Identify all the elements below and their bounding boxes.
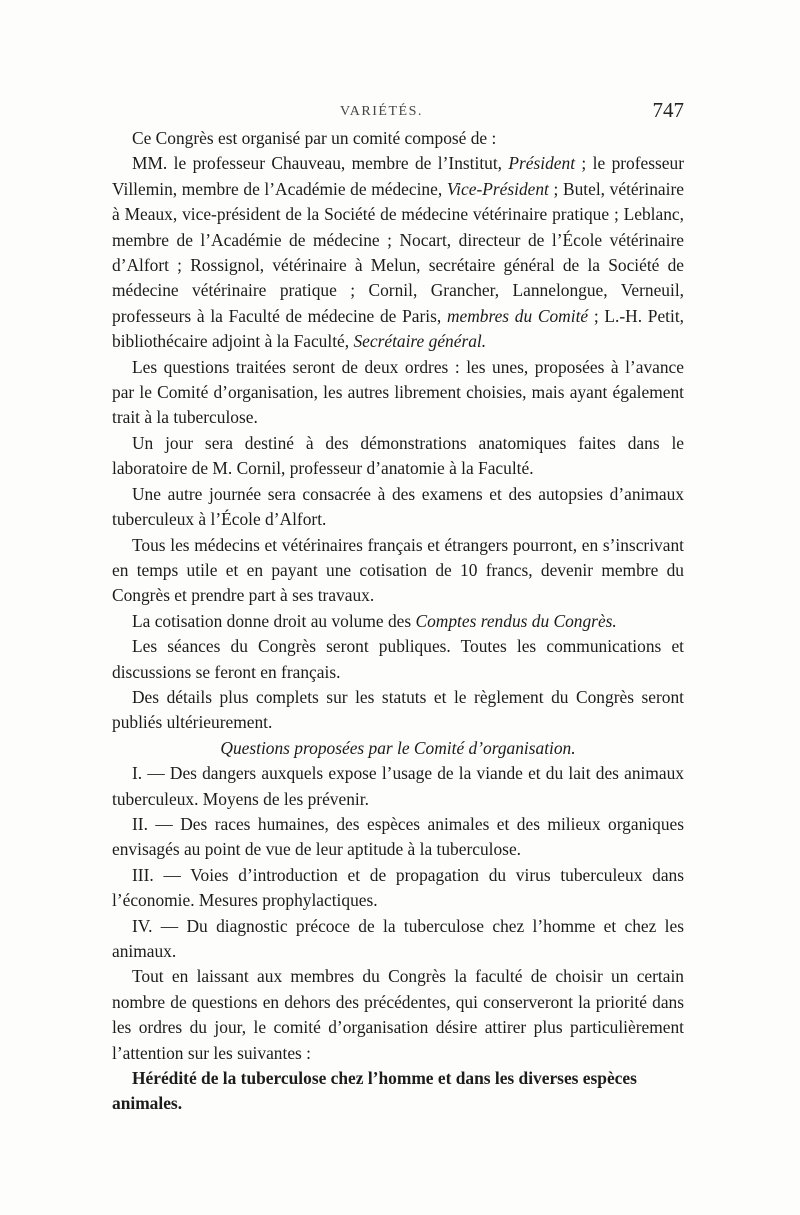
paragraph-membership: Tous les médecins et vétérinaires français et étrangers pourront, en s’inscrivant en temps utile et en payant une cotisation de 10 francs, devenir membre du Congrès et prendre part à ses travaux. bbox=[112, 534, 684, 606]
title-president: Président bbox=[508, 153, 576, 174]
question-1: I. — Des dangers auxquels expose l’usage de la viande et du lait des animaux tuberculeux. Moyens de les prévenir. bbox=[112, 763, 684, 809]
committee-text-1: MM. le professeur Chauveau, membre de l’Institut, bbox=[132, 153, 509, 174]
page-header bbox=[112, 98, 684, 128]
paragraph-fee bbox=[112, 609, 684, 634]
fee-text: La cotisation donne droit au volume des bbox=[132, 610, 416, 631]
paragraph-details: Des détails plus complets sur les statuts et le règlement du Congrès seront publiés ultérieurement. bbox=[112, 686, 684, 733]
page-number: 747 bbox=[652, 98, 684, 122]
paragraph-committee bbox=[112, 151, 684, 354]
title-committee-members: membres du Comité bbox=[446, 305, 589, 326]
question-4: IV. — Du diagnostic précoce de la tuberculose chez l’homme et chez les animaux. bbox=[112, 915, 684, 961]
committee-text-2: ; le professeur Villemin, membre de l’Académie de médecine, bbox=[112, 153, 685, 199]
title-secretary-general: Secrétaire général. bbox=[353, 331, 487, 352]
page-body bbox=[112, 126, 684, 1117]
title-comptes-rendus: Comptes rendus du Congrès. bbox=[415, 610, 617, 631]
paragraph-intro: Ce Congrès est organisé par un comité composé de : bbox=[132, 128, 497, 148]
committee-text-3: ; Butel, vétérinaire à Meaux, vice-président de la Société de médecine vétérinaire pratique ; Leblanc, membre de l’Académie de médecine ; Nocart, directeur de l’École vétérinaire d’Alfort ; Rossignol, vétérinaire à Melun, secrétaire général de la Société de médecine vétérinaire pratique ; Cornil, Grancher, Lannelongue, Verneuil, professeurs à la Faculté de médecine de Paris, bbox=[112, 178, 684, 326]
question-2: II. — Des races humaines, des espèces animales et des milieux organiques envisagés au point de vue de leur aptitude à la tuberculose. bbox=[112, 813, 684, 860]
paragraph-sessions: Les séances du Congrès seront publiques. Toutes les communications et discussions se feront en français. bbox=[112, 636, 684, 682]
questions-heading: Questions proposées par le Comité d’organisation. bbox=[220, 737, 576, 758]
paragraph-autopsies: Une autre journée sera consacrée à des examens et des autopsies d’animaux tuberculeux à l’École d’Alfort. bbox=[112, 483, 684, 530]
question-3: III. — Voies d’introduction et de propagation du virus tuberculeux dans l’économie. Mesures prophylactiques. bbox=[112, 864, 684, 911]
title-vice-president: Vice-Président bbox=[446, 178, 549, 199]
paragraph-heredity: Hérédité de la tuberculose chez l’homme et dans les diverses espèces animales. bbox=[112, 1068, 637, 1114]
committee-text-4: ; L.-H. Petit, bibliothécaire adjoint à la Faculté, bbox=[112, 305, 685, 352]
paragraph-demonstrations: Un jour sera destiné à des démonstrations anatomiques faites dans le laboratoire de M. Cornil, professeur d’anatomie à la Faculté. bbox=[112, 432, 684, 479]
paragraph-priority: Tout en laissant aux membres du Congrès la faculté de choisir un certain nombre de questions en dehors des précédentes, qui conserveront la priorité dans les ordres du jour, le comité d’organisation désire attirer plus particulièrement l’attention sur les suivantes : bbox=[112, 966, 684, 1063]
paragraph-questions-types: Les questions traitées seront de deux ordres : les unes, proposées à l’avance par le Comité d’organisation, les autres librement choisies, mais ayant également trait à la tuberculose. bbox=[112, 356, 684, 428]
running-head: VARIÉTÉS. bbox=[340, 104, 423, 119]
